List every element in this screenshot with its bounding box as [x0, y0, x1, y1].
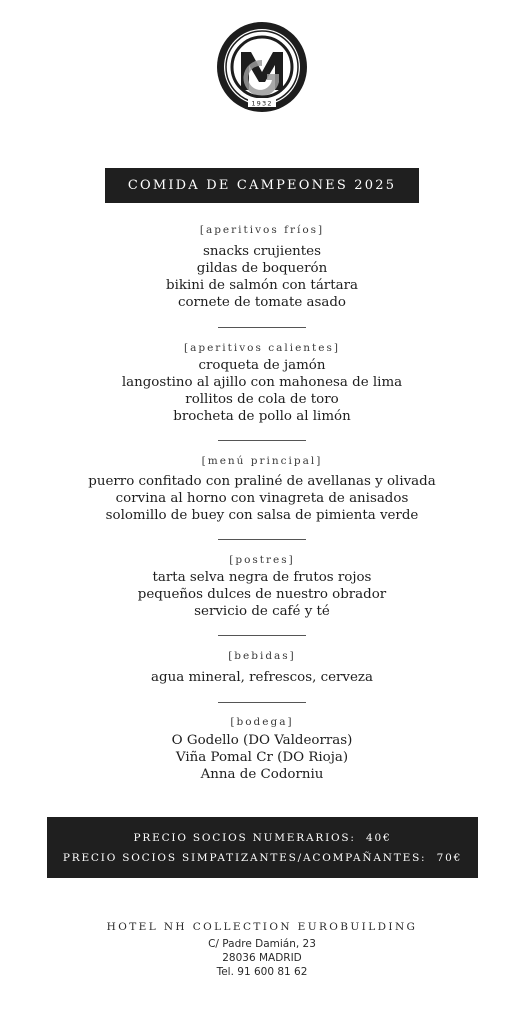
menu-item: gildas de boquerón — [196, 261, 328, 276]
menu-section-bebidas — [0, 648, 524, 686]
hotel-name: HOTEL NH COLLECTION EUROBUILDING — [106, 921, 418, 933]
menu-item: solomillo de buey con salsa de pimienta verde — [105, 508, 419, 523]
menu-item: cornete de tomate asado — [178, 295, 346, 310]
address-street: C/ Padre Damián, 23 — [208, 938, 316, 950]
section-divider — [218, 702, 306, 703]
section-header: [aperitivos fríos] — [199, 224, 325, 236]
menu-item: rollitos de cola de toro — [185, 392, 339, 407]
menu-item: agua mineral, refrescos, cerveza — [151, 670, 373, 685]
menu-item: brocheta de pollo al limón — [173, 409, 351, 424]
menu-item: Anna de Codorniu — [200, 767, 324, 782]
price-members: PRECIO SOCIOS NUMERARIOS: 40€ — [133, 831, 392, 844]
section-header: [menú principal] — [201, 455, 323, 467]
menu-item: corvina al horno con vinagreta de anisados — [115, 491, 409, 506]
menu-item: croqueta de jamón — [198, 358, 326, 373]
section-divider — [218, 327, 306, 328]
venue-footer — [0, 918, 524, 979]
menu-item: O Godello (DO Valdeorras) — [171, 733, 353, 748]
section-divider — [218, 440, 306, 441]
menu-item: bikini de salmón con tártara — [166, 278, 358, 293]
menu-title-bar — [105, 168, 419, 203]
address-city: 28036 MADRID — [222, 952, 302, 964]
menu-section-aperitivos-calientes — [0, 340, 524, 425]
section-header: [bebidas] — [228, 650, 296, 662]
menu-item: servicio de café y té — [194, 604, 330, 619]
club-crest-logo — [215, 20, 309, 114]
menu-title: COMIDA DE CAMPEONES 2025 — [127, 178, 397, 193]
menu-section-postres — [0, 552, 524, 620]
menu-item: puerro confitado con praliné de avellanas y olivada — [88, 474, 436, 489]
menu-section-bodega — [0, 714, 524, 783]
menu-body — [0, 220, 524, 783]
section-divider — [218, 635, 306, 636]
menu-section-menu-principal — [0, 453, 524, 524]
phone-number: Tel. 91 600 81 62 — [216, 966, 308, 978]
section-divider — [218, 539, 306, 540]
menu-item: Viña Pomal Cr (DO Rioja) — [175, 750, 349, 765]
logo-year: 1932 — [251, 99, 273, 108]
menu-item: tarta selva negra de frutos rojos — [152, 570, 372, 585]
section-header: [aperitivos calientes] — [184, 342, 340, 354]
menu-item: snacks crujientes — [203, 244, 321, 259]
section-header: [postres] — [229, 554, 295, 566]
menu-item: langostino al ajillo con mahonesa de lima — [121, 375, 403, 390]
menu-section-aperitivos-frios — [0, 222, 524, 311]
price-bar — [47, 817, 478, 878]
price-guests: PRECIO SOCIOS SIMPATIZANTES/ACOMPAÑANTES: 70€ — [62, 851, 463, 864]
section-header: [bodega] — [230, 716, 294, 728]
menu-item: pequeños dulces de nuestro obrador — [137, 587, 387, 602]
